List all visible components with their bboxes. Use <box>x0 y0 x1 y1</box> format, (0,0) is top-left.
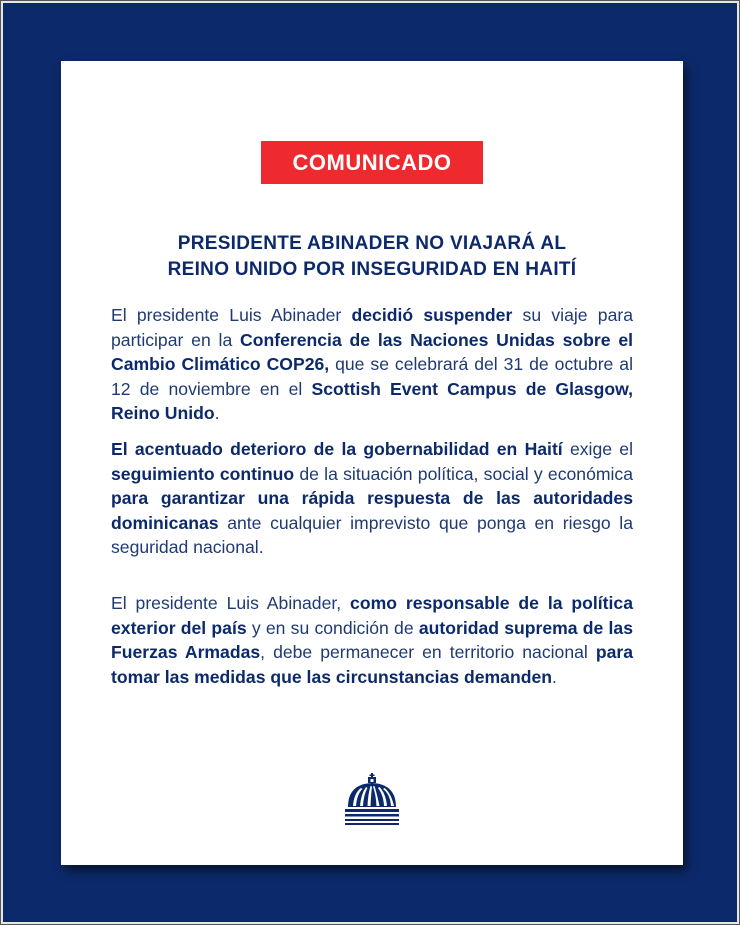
communique-card <box>61 61 683 865</box>
p1-text-2: su viaje para participar en la <box>111 305 634 350</box>
palacio-dome-icon <box>343 773 401 829</box>
p3-text-2: y en su condición de <box>246 617 419 638</box>
p3-bold-3: para tomar las medidas que las circunstancias demanden <box>111 642 633 687</box>
p3-bold-2: autoridad suprema de las Fuerzas Armadas <box>111 617 633 662</box>
p2-text-1: exige el <box>562 439 633 459</box>
headline <box>101 231 643 283</box>
p1-text-1: El presidente Luis Abinader <box>111 305 352 325</box>
p2-bold-2: seguimiento continuo <box>111 463 295 484</box>
paragraph-1 <box>111 303 633 426</box>
p3-text-4: . <box>552 666 557 687</box>
p2-bold-1: El acentuado deterioro de la gobernabilidad en Haití <box>111 439 563 459</box>
p1-bold-3: Scottish Event Campus de Glasgow, Reino Unido <box>111 378 633 423</box>
headline-line-2: REINO UNIDO POR INSEGURIDAD EN HAITÍ <box>167 259 577 280</box>
p3-text-1: El presidente Luis Abinader, <box>111 593 351 613</box>
p3-text-3: , debe permanecer en territorio nacional <box>260 642 596 662</box>
p2-text-2: de la situación política, social y económica <box>294 463 633 484</box>
p2-bold-3: para garantizar una rápida respuesta de las autoridades dominicanas <box>111 488 633 533</box>
p3-bold-1: como responsable de la política exterior del país <box>111 593 633 638</box>
paragraph-3 <box>111 591 633 689</box>
p1-bold-2: Conferencia de las Naciones Unidas sobre el Cambio Climático COP26, <box>111 329 634 374</box>
headline-line-1: PRESIDENTE ABINADER NO VIAJARÁ AL <box>177 233 567 254</box>
p1-text-4: . <box>214 403 220 423</box>
p1-text-3: que se celebrará del 31 de octubre al 12 de noviembre en el <box>111 354 633 399</box>
paragraph-2 <box>111 437 633 560</box>
comunicado-badge: COMUNICADO <box>261 141 483 184</box>
p1-bold-1: decidió suspender <box>351 305 513 325</box>
p2-text-3: ante cualquier imprevisto que ponga en riesgo la seguridad nacional. <box>111 512 633 557</box>
